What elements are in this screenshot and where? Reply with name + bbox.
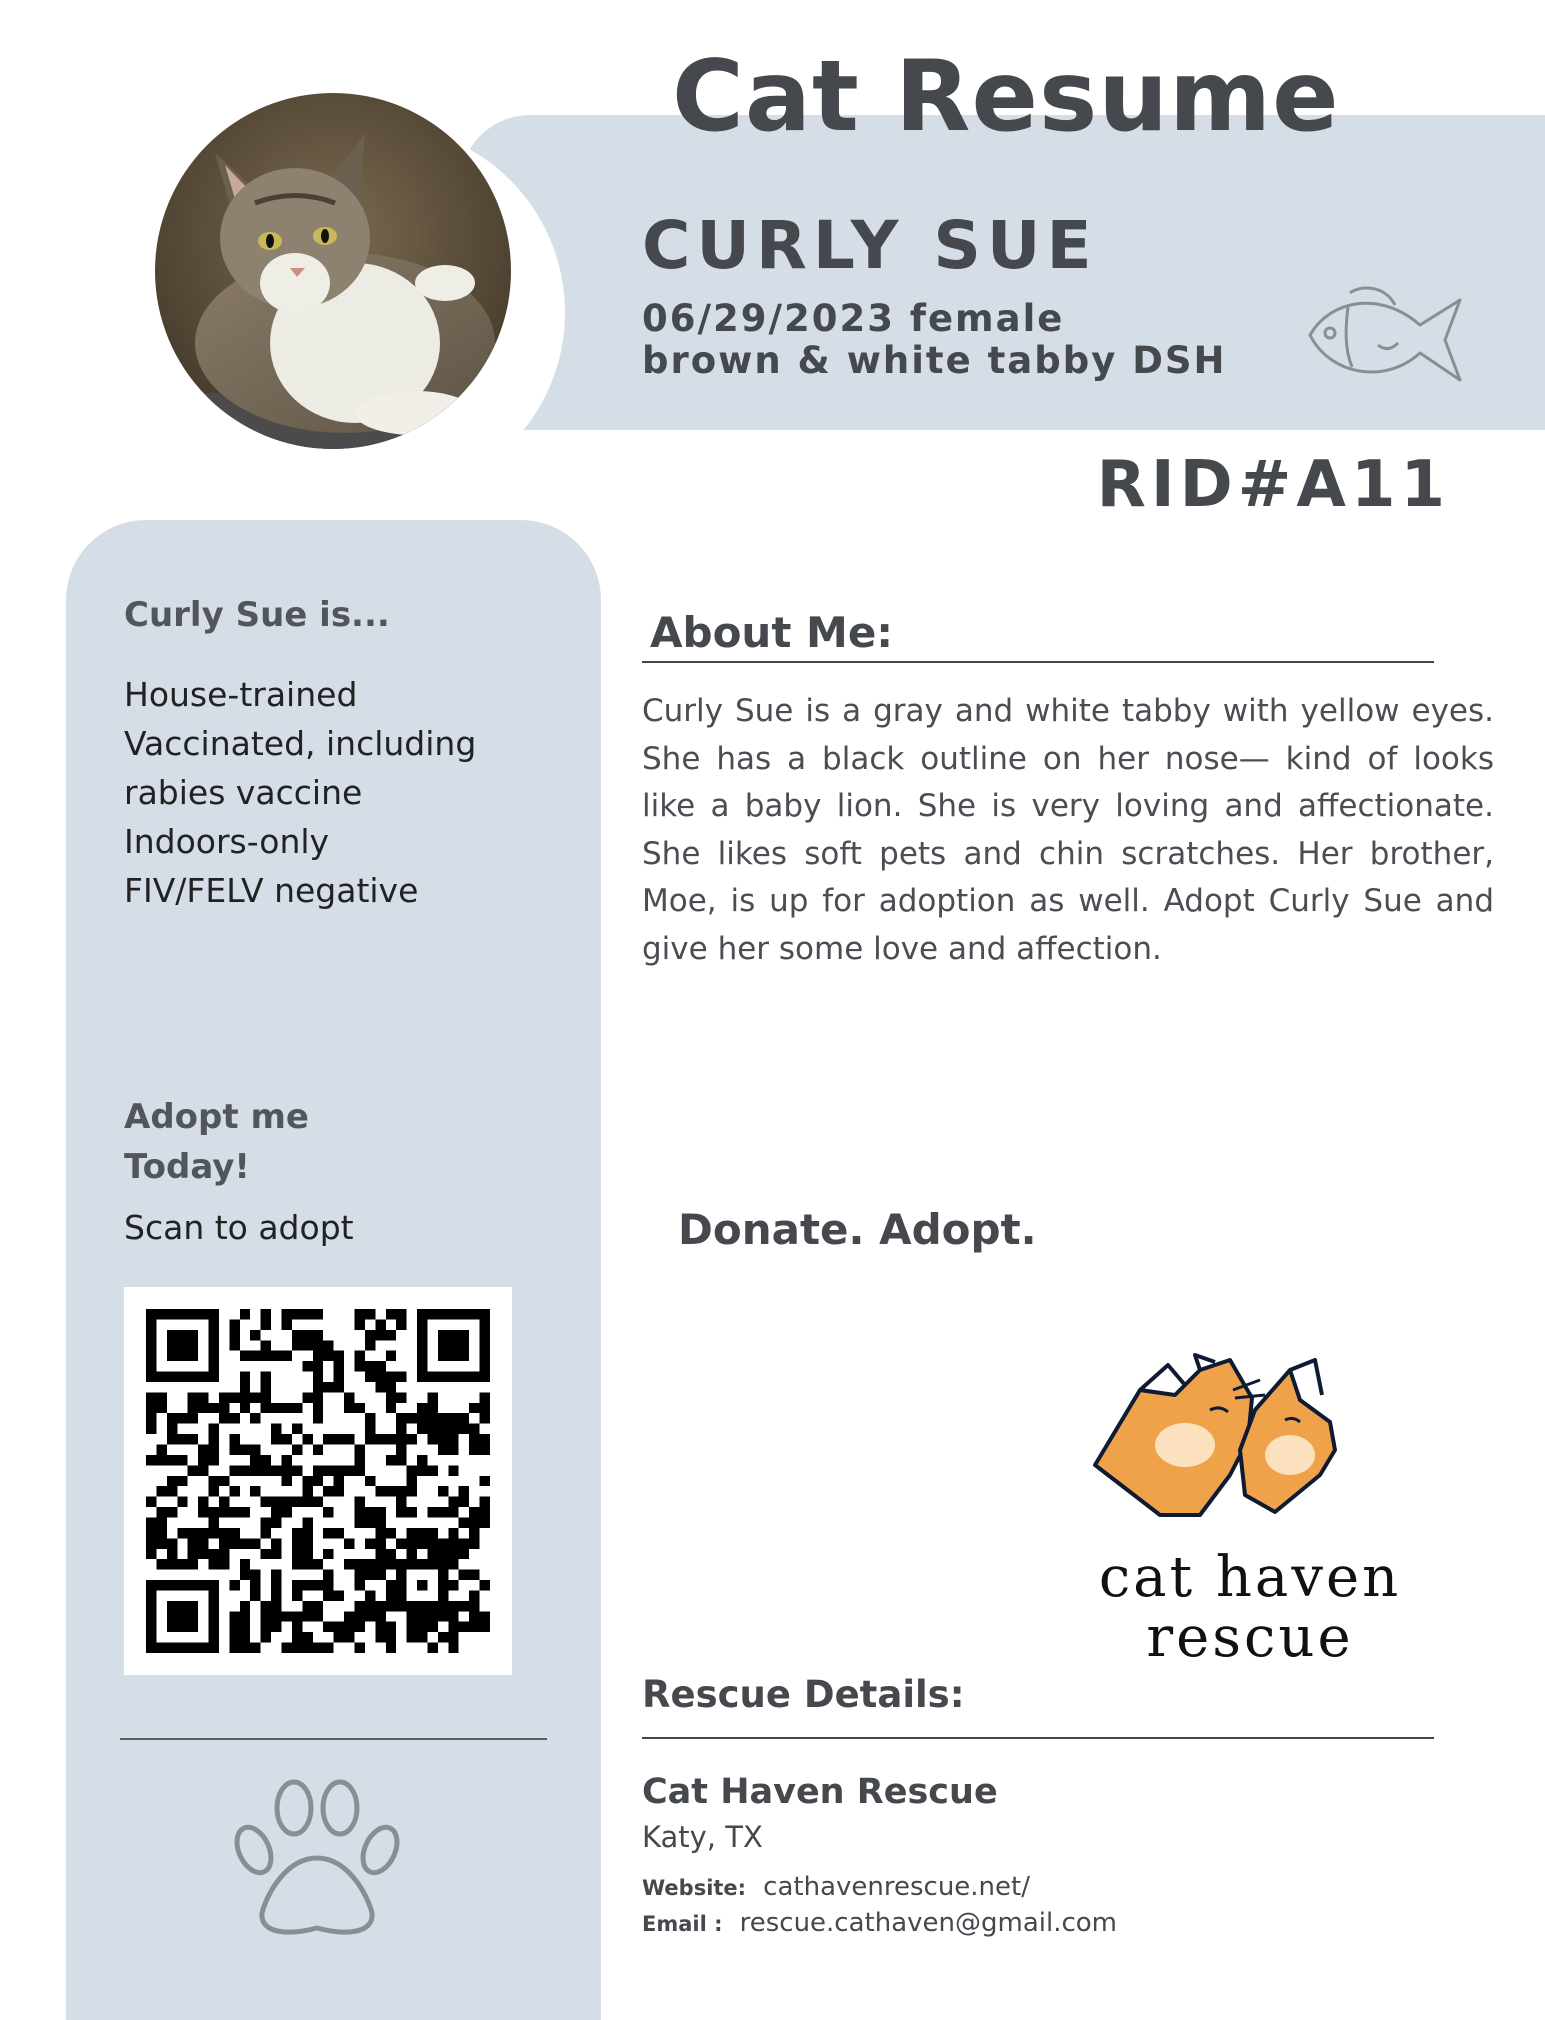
- trait-item: Vaccinated, including: [124, 724, 477, 763]
- adopt-heading: [124, 1092, 309, 1192]
- cat-name: CURLY SUE: [642, 207, 1098, 284]
- trait-item: House-trained: [124, 675, 358, 714]
- coat-description: brown & white tabby DSH: [642, 339, 1227, 382]
- about-heading: About Me:: [650, 608, 894, 657]
- sidebar-divider: [120, 1738, 547, 1740]
- donate-tagline: Donate. Adopt.: [678, 1205, 1037, 1254]
- about-divider: [642, 661, 1434, 663]
- adopt-heading-line2: Today!: [124, 1147, 250, 1187]
- website-link[interactable]: cathavenrescue.net/: [763, 1872, 1030, 1902]
- fish-icon: [1300, 285, 1470, 390]
- website-label: Website:: [642, 1876, 747, 1900]
- logo-text: [1080, 1545, 1420, 1670]
- website-row: [642, 1872, 1030, 1902]
- email-link[interactable]: rescue.cathaven@gmail.com: [739, 1908, 1118, 1938]
- trait-item: FIV/FELV negative: [124, 871, 419, 910]
- cat-photo: [155, 93, 511, 449]
- scan-label: Scan to adopt: [124, 1208, 354, 1247]
- about-text: Curly Sue is a gray and white tabby with yellow eyes. She has a black outline on her nose— kind of looks like a baby lion. She is very loving and affectionate. She likes soft pets and chin scratches. Her brother, Moe, is up for adoption as well. Adopt Curly Sue and give her some love and affection.: [642, 693, 1494, 967]
- rescue-heading: Rescue Details:: [642, 1673, 965, 1716]
- logo-line1: cat haven: [1098, 1545, 1402, 1610]
- rescue-location: Katy, TX: [642, 1820, 763, 1854]
- birth-date-sex: 06/29/2023 female: [642, 297, 1065, 340]
- adopt-heading-line1: Adopt me: [124, 1097, 309, 1137]
- qr-code[interactable]: [124, 1287, 512, 1675]
- email-row: [642, 1908, 1117, 1938]
- cat-details: [642, 298, 1227, 382]
- email-label: Email :: [642, 1912, 723, 1936]
- trait-item: rabies vaccine: [124, 773, 363, 812]
- rescue-divider: [642, 1737, 1434, 1739]
- rescue-id: RID#A11: [1096, 448, 1450, 522]
- traits-list: [124, 670, 476, 915]
- trait-item: Indoors-only: [124, 822, 330, 861]
- document-title: Cat Resume: [672, 40, 1340, 154]
- traits-heading: Curly Sue is...: [124, 595, 390, 635]
- logo-line2: rescue: [1146, 1605, 1354, 1670]
- rescue-name: Cat Haven Rescue: [642, 1772, 998, 1812]
- paw-print-icon: [232, 1778, 402, 1943]
